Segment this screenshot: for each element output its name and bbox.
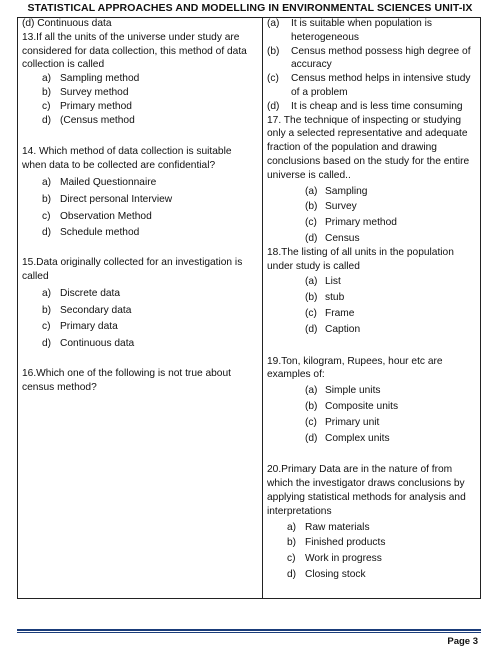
option-15c: [22, 320, 258, 334]
option-text: It is cheap and is less time consuming: [291, 100, 463, 112]
option-key: d): [42, 227, 52, 239]
option-text: List: [325, 276, 341, 288]
option-13d: [22, 114, 258, 128]
option-16d: [267, 100, 477, 114]
option-key: (c): [267, 73, 279, 85]
option-text: Census method helps in intensive study of a problem: [291, 73, 471, 98]
option-text: Caption: [325, 323, 361, 335]
option-key: d): [287, 568, 297, 580]
option-text: Sampling method: [60, 73, 140, 85]
option-18d: [267, 323, 477, 337]
option-text: Sampling: [325, 185, 368, 197]
option-text: Census method possess high degree of accuracy: [291, 45, 471, 71]
option-13c: [22, 100, 258, 114]
left-column: [22, 17, 258, 395]
option-text: Direct personal Interview: [60, 193, 173, 205]
option-text: (Census method: [60, 114, 135, 126]
option-text: Work in progress: [305, 553, 382, 565]
option-text: Primary method: [325, 217, 397, 229]
option-key: (d): [305, 323, 318, 335]
option-text: Closing stock: [305, 568, 366, 580]
option-text: It is suitable when population is heterogeneous: [291, 18, 433, 43]
option-15d: [22, 337, 258, 351]
option-text: Mailed Questionnaire: [60, 176, 157, 188]
option-key: c): [42, 100, 51, 112]
option-20a: [267, 521, 477, 535]
footer-rule-thin: [17, 632, 481, 633]
option-19c: [267, 416, 477, 430]
option-key: (b): [267, 45, 280, 57]
option-text: Schedule method: [60, 227, 140, 239]
option-key: b): [42, 304, 52, 316]
option-18b: [267, 291, 477, 305]
option-key: a): [42, 73, 52, 85]
option-key: b): [287, 537, 297, 549]
option-key: (c): [305, 217, 317, 229]
option-key: (b): [305, 400, 318, 412]
option-13b: [22, 86, 258, 100]
column-divider: [262, 17, 263, 599]
option-20d: [267, 568, 477, 582]
option-14b: [22, 193, 258, 207]
option-20c: [267, 552, 477, 566]
option-key: b): [42, 193, 52, 205]
option-15b: [22, 304, 258, 318]
option-text: Observation Method: [60, 210, 152, 222]
option-key: c): [42, 210, 51, 222]
option-key: c): [287, 553, 296, 565]
option-key: d): [42, 114, 52, 126]
option-text: Continuous data: [60, 338, 135, 350]
option-13a: [22, 72, 258, 86]
option-key: (b): [305, 201, 318, 213]
question-15: 15.Data originally collected for an investigation is called: [22, 257, 243, 282]
option-key: c): [42, 321, 51, 333]
option-key: (c): [305, 307, 317, 319]
option-key: (d): [267, 100, 280, 112]
option-19b: [267, 400, 477, 414]
option-text: Survey method: [60, 86, 129, 98]
option-key: (a): [305, 185, 318, 197]
question-20: 20.Primary Data are in the nature of from which the investigator draws conclusions by applying statistical methods for analysis and interpretations: [267, 464, 466, 517]
option-16a: [267, 17, 477, 45]
option-20b: [267, 536, 477, 550]
option-17a: [267, 185, 477, 199]
option-key: (a): [267, 18, 280, 29]
page-header: STATISTICAL APPROACHES AND MODELLING IN ENVIRONMENTAL SCIENCES UNIT-IX: [27, 2, 473, 14]
option-17c: [267, 216, 477, 230]
question-19: 19.Ton, kilogram, Rupees, hour etc are examples of:: [267, 355, 443, 381]
option-key: a): [42, 287, 52, 299]
option-text: Frame: [325, 307, 355, 319]
option-19a: [267, 384, 477, 398]
option-text: Primary data: [60, 321, 118, 333]
option-17d: [267, 232, 477, 246]
option-14a: [22, 176, 258, 190]
option-key: a): [42, 176, 52, 188]
option-text: Composite units: [325, 400, 399, 412]
option-key: (d): [305, 432, 318, 444]
option-text: Census: [325, 232, 360, 244]
option-19d: [267, 432, 477, 446]
question-17: 17. The technique of inspecting or studying only a selected representative and adequate fraction of the population and drawing conclusions based on the study for the entire universe is called..: [267, 114, 470, 181]
question-18: 18.The listing of all units in the population under study is called: [267, 246, 454, 272]
option-text: Primary unit: [325, 416, 380, 428]
option-text: Secondary data: [60, 304, 132, 316]
option-key: (a): [305, 385, 318, 397]
right-column: [267, 17, 477, 582]
option-text: Primary method: [60, 100, 132, 112]
option-text: Raw materials: [305, 521, 370, 533]
footer-rule: [17, 629, 481, 631]
option-key: a): [287, 521, 297, 533]
option-key: (c): [305, 416, 317, 428]
option-key: b): [42, 86, 52, 98]
option-18a: [267, 275, 477, 289]
option-key: (b): [305, 292, 318, 304]
option-text: Finished products: [305, 537, 386, 549]
option-14d: [22, 226, 258, 240]
option-key: (a): [305, 276, 318, 288]
option-text: Discrete data: [60, 287, 121, 299]
option-key: d): [42, 338, 52, 350]
option-16c: [267, 72, 477, 100]
option-15a: [22, 287, 258, 301]
option-key: (d): [305, 232, 318, 244]
option-text: Survey: [325, 201, 357, 213]
option-18c: [267, 307, 477, 321]
carryover-option: (d) Continuous data: [22, 18, 112, 29]
option-text: Complex units: [325, 432, 390, 444]
option-17b: [267, 200, 477, 214]
option-text: Simple units: [325, 385, 381, 397]
option-text: stub: [325, 292, 345, 304]
option-16b: [267, 45, 477, 73]
page-number: Page 3: [447, 636, 478, 647]
option-14c: [22, 210, 258, 224]
question-13: 13.If all the units of the universe under study are considered for data collection, this method of data collection is called: [22, 31, 247, 71]
question-16: 16.Which one of the following is not true about census method?: [22, 367, 231, 393]
question-14: 14. Which method of data collection is suitable when data to be collected are confidential?: [22, 146, 232, 172]
